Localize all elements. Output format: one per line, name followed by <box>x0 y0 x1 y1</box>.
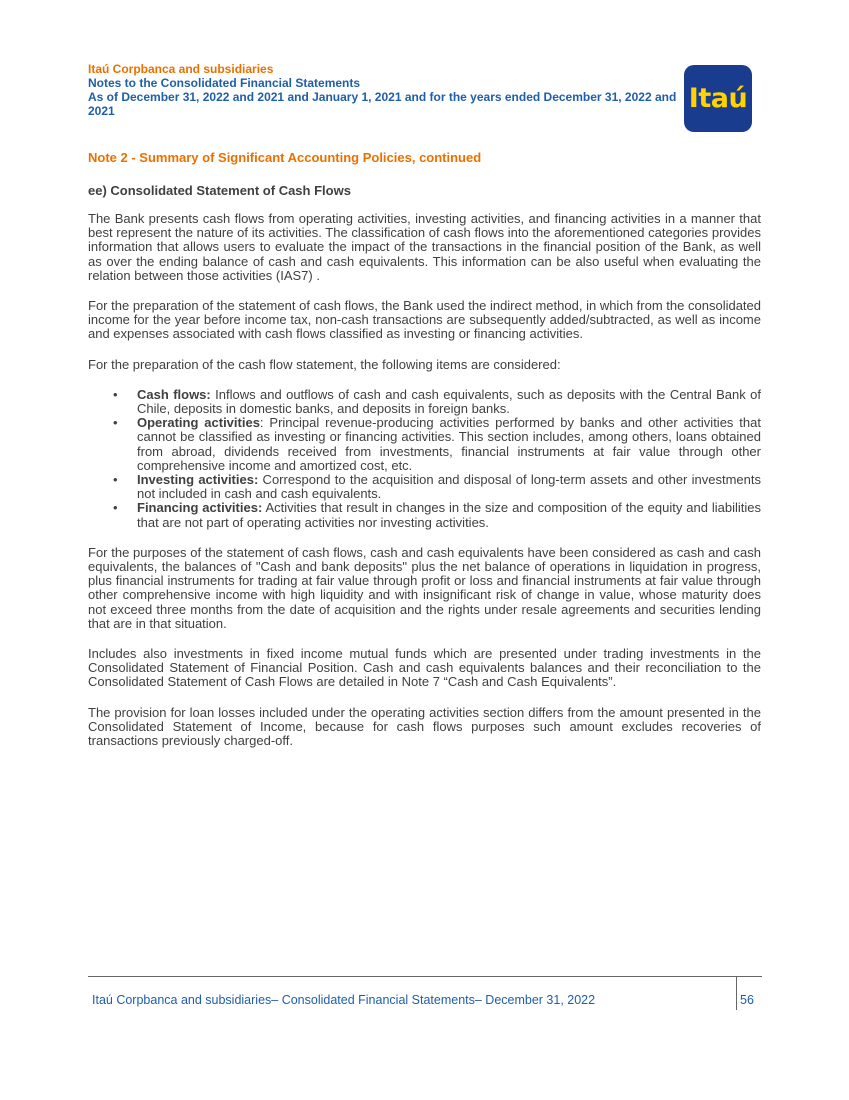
page-number: 56 <box>740 993 754 1007</box>
body-content <box>88 212 761 764</box>
list-item <box>113 386 761 417</box>
note-title: Note 2 - Summary of Significant Accounting Policies, continued <box>88 150 482 165</box>
paragraph-3: For the preparation of the cash flow statement, the following items are considered: <box>88 356 561 372</box>
bullet-icon: • <box>113 415 118 431</box>
list-item-term: Financing activities: <box>137 500 263 516</box>
bullet-icon: • <box>113 500 118 516</box>
list-item-term: Investing activities: <box>137 472 259 488</box>
list-item-term: Operating activities <box>137 415 260 431</box>
list-item-text: Inflows and outflows of cash and cash equivalents, such as deposits with the Central Bank of Chile, deposits in domestic banks, and deposits in foreign banks. <box>137 386 761 417</box>
paragraph-4: For the purposes of the statement of cash flows, cash and cash equivalents have been considered as cash and cash equivalents, the balances of "Cash and bank deposits" plus the net balance of operations in liquidation in progress, plus financial instruments for trading at fair value through profit or loss and financial instruments at fair value through other comprehensive income with high liquidity and with insignificant risk of change in value, whose maturity does not exceed three months from the date of acquisition and the rights under resale agreements and securities lending that are in that situation. <box>88 544 761 631</box>
list-item-term: Cash flows: <box>137 386 211 402</box>
footer-vertical-divider <box>736 976 737 1010</box>
bullet-icon: • <box>113 386 118 402</box>
bullet-icon: • <box>113 472 118 488</box>
footer-text: Itaú Corpbanca and subsidiaries– Consolidated Financial Statements– December 31, 2022 <box>92 993 596 1007</box>
paragraph-2: For the preparation of the statement of cash flows, the Bank used the indirect method, in which from the consolidated income for the year before income tax, non-cash transactions are subsequently added/subtracted, as well as income and expenses associated with cash flows classified as investing or financing activities. <box>88 298 761 342</box>
list-item-text: Correspond to the acquisition and disposal of long-term assets and other investments not included in cash and cash equivalents. <box>137 472 761 502</box>
section-title: ee) Consolidated Statement of Cash Flows <box>88 183 351 198</box>
list-item <box>113 472 761 502</box>
period-text: As of December 31, 2022 and 2021 and January 1, 2021 and for the years ended December 31, 2022 and 2021 <box>88 90 677 118</box>
paragraph-1: The Bank presents cash flows from operating activities, investing activities, and financing activities in a manner that best represent the nature of its activities. The classification of cash flows into the aforementioned categories provides information that allows users to evaluate the impact of the transactions in the financial position of the Bank, as well as over the ending balance of cash and cash equivalents. This information can be also useful when evaluating the relation between those activities (IAS7) . <box>88 211 761 283</box>
list-item-text: Activities that result in changes in the size and composition of the equity and liabilities that are not part of operating activities nor investing activities. <box>137 500 761 530</box>
list-item <box>113 415 761 473</box>
document-header <box>88 62 688 118</box>
footer-divider <box>88 976 762 977</box>
logo-text: Itaú <box>688 83 748 114</box>
paragraph-6: The provision for loan losses included under the operating activities section differs from the amount presented in the Consolidated Statement of Income, because for cash flows purposes such amount excludes recoveries of transactions previously charged-off. <box>88 704 761 749</box>
company-name: Itaú Corpbanca and subsidiaries <box>88 62 274 76</box>
list-item-text: : Principal revenue-producing activities performed by banks and other activities that cannot be classified as investing or financing activities. This section includes, among others, loans obtained from abroad, dividends received from investments, financial instruments at fair value through other comprehensive income and amortized cost, etc. <box>137 415 761 473</box>
paragraph-5: Includes also investments in fixed income mutual funds which are presented under trading investments in the Consolidated Statement of Financial Position. Cash and cash equivalents balances and their reconciliation to the Consolidated Statement of Cash Flows are detailed in Note 7 “Cash and Cash Equivalents”. <box>88 646 761 690</box>
notes-title: Notes to the Consolidated Financial Statements <box>88 76 361 90</box>
list-item <box>113 500 761 530</box>
items-list <box>88 388 761 530</box>
itau-logo <box>684 65 752 132</box>
